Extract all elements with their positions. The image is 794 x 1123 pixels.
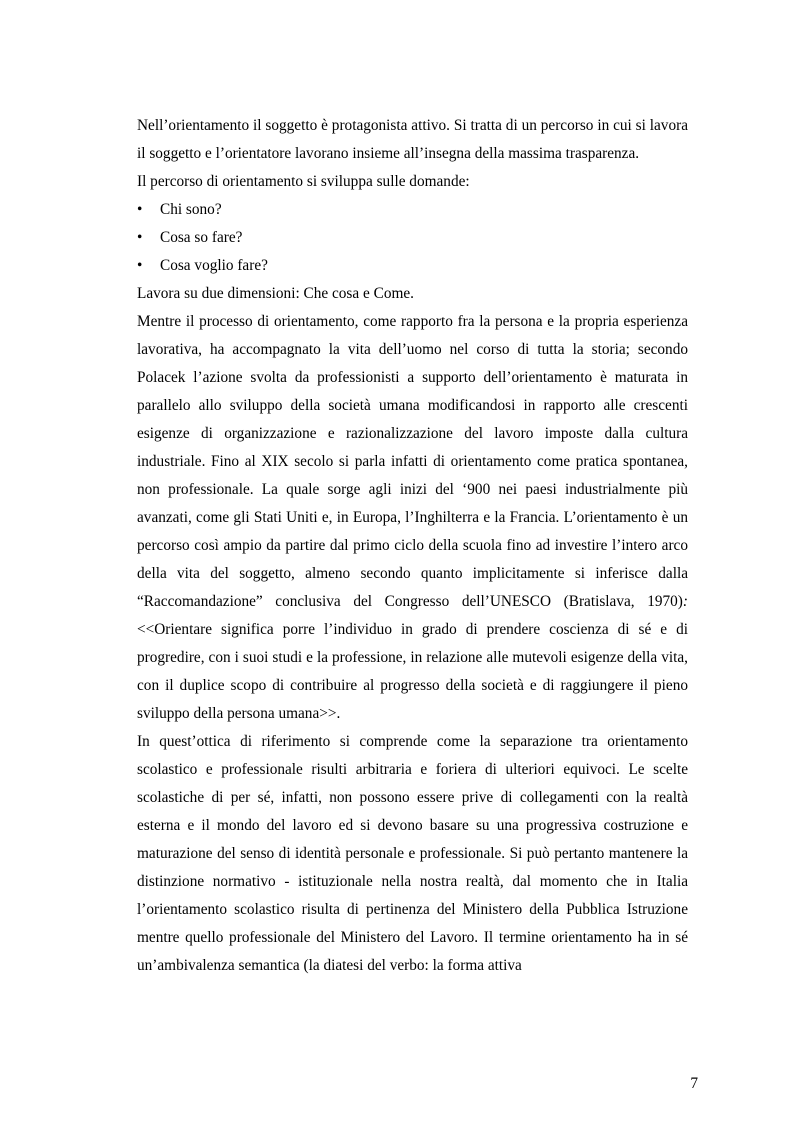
bullet-icon: • — [137, 201, 143, 218]
colon-separator: : — [682, 593, 688, 610]
list-item — [137, 224, 688, 252]
paragraph-history-text: Mentre il processo di orientamento, come rapporto fra la persona e la propria esperienza lavorativa, ha accompagnato la vita dell’uomo nel corso di tutta la storia; secondo Polacek l’azione svolta da professionisti a supporto dell’orientamento è maturata in parallelo allo sviluppo della società umana modificandosi in rapporto alle crescenti esigenze di organizzazione e razionalizzazione del lavoro imposte dalla cultura industriale. Fino al XIX secolo si parla infatti di orientamento come pratica spontanea, non professionale. La quale sorge agli inizi del ‘900 nei paesi industrialmente più avanzati, come gli Stati Uniti e, in Europa, l’Inghilterra e la Francia. L’orientamento è un percorso così ampio da partire dal primo ciclo della scuola fino ad investire l’intero arco della vita del soggetto, almeno secondo quanto implicitamente si inferisce dalla “Raccomandazione” conclusiva del Congresso dell’UNESCO (Bratislava, 1970) — [137, 313, 688, 610]
paragraph-questions-intro: Il percorso di orientamento si sviluppa sulle domande: — [137, 173, 470, 190]
unesco-quote: <<Orientare significa porre l’individuo in grado di prendere coscienza di sé e di progredire, con i suoi studi e la professione, in relazione alle mutevoli esigenze della vita, con il duplice scopo di contribuire al progresso della società e di raggiungere il pieno sviluppo della persona umana>>. — [137, 621, 688, 722]
list-item-text: Cosa voglio fare? — [160, 257, 268, 274]
page-number: 7 — [690, 1075, 698, 1092]
list-item-text: Cosa so fare? — [160, 229, 243, 246]
list-item — [137, 252, 688, 280]
paragraph-school-vs-professional: In quest’ottica di riferimento si comprende come la separazione tra orientamento scolastico e professionale risulti arbitraria e foriera di ulteriori equivoci. Le scelte scolastiche di per sé, infatti, non possono essere prive di collegamenti con la realtà esterna e il mondo del lavoro ed si devono basare su una progressiva costruzione e maturazione del senso di identità personale e professionale. Si può pertanto mantenere la distinzione normativo - istituzionale nella nostra realtà, dal momento che in Italia l’orientamento scolastico risulta di pertinenza del Ministero della Pubblica Istruzione mentre quello professionale del Ministero del Lavoro. Il termine orientamento ha in sé un’ambivalenza semantica (la diatesi del verbo: la forma attiva — [137, 733, 688, 974]
paragraph-dimensions: Lavora su due dimensioni: Che cosa e Come. — [137, 285, 414, 302]
question-list — [137, 196, 688, 280]
bullet-icon: • — [137, 229, 143, 246]
list-item — [137, 196, 688, 224]
body-text — [137, 112, 688, 980]
paragraph-history — [137, 308, 688, 728]
paragraph-intro: Nell’orientamento il soggetto è protagonista attivo. Si tratta di un percorso in cui si lavora il soggetto e l’orientatore lavorano insieme all’insegna della massima trasparenza. — [137, 117, 688, 162]
list-item-text: Chi sono? — [160, 201, 222, 218]
bullet-icon: • — [137, 257, 143, 274]
